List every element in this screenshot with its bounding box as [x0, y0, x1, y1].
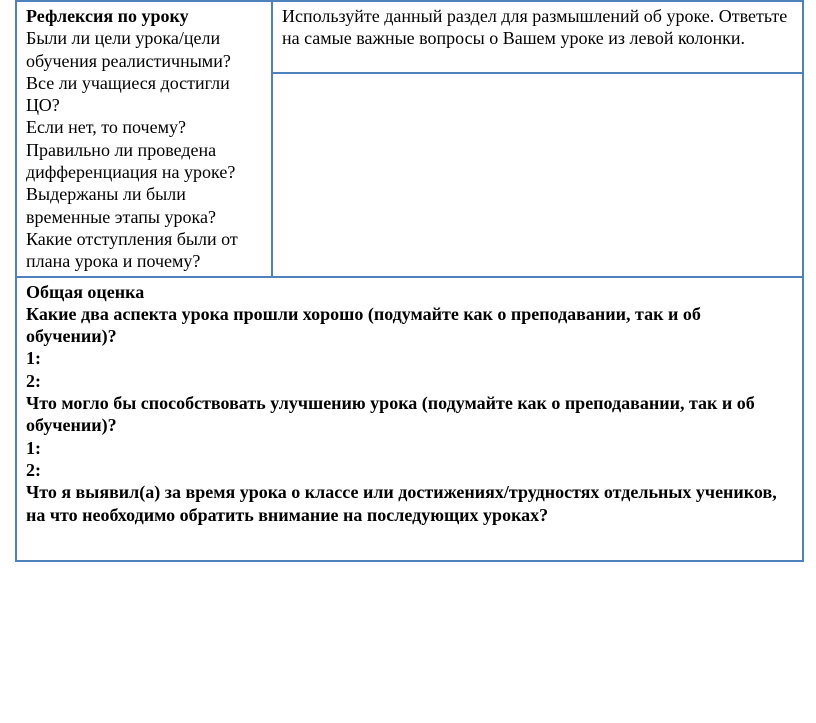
reflection-table — [15, 0, 804, 562]
reflection-instruction: Используйте данный раздел для размышлений об уроке. Ответьте на самые важные вопросы о Вашем уроке из левой колонки. — [281, 6, 792, 49]
overall-assessment-cell[interactable] — [16, 277, 803, 561]
overall-question-improve: Что могло бы способствовать улучшению урока (подумайте как о преподавании, так и об обучении)? — [26, 393, 760, 436]
question-plan-deviations: Какие отступления были от плана урока и почему? — [26, 228, 243, 272]
reflection-answer-cell[interactable] — [272, 73, 803, 277]
question-if-not-why: Если нет, то почему? — [26, 117, 186, 138]
overall-question-went-well: Какие два аспекта урока прошли хорошо (подумайте как о преподавании, так и об обучении)? — [26, 303, 706, 347]
question-goals-realistic: Были ли цели урока/цели обучения реалистичными? — [26, 28, 231, 71]
reflection-instruction-cell — [272, 1, 803, 73]
overall-improve-item-1: 1: — [26, 437, 41, 458]
overall-row — [16, 277, 803, 561]
overall-went-well-item-2: 2: — [26, 370, 41, 391]
overall-question-findings: Что я выявил(а) за время урока о классе или достижениях/трудностях отдельных учеников, на что необходимо обратить внимание на последующих уроках? — [26, 482, 782, 525]
reflection-heading: Рефлексия по уроку — [26, 6, 189, 26]
overall-improve-item-2: 2: — [26, 459, 41, 480]
question-students-achieved: Все ли учащиеся достигли ЦО? — [26, 72, 235, 116]
reflection-questions-cell — [16, 1, 272, 277]
reflection-row — [16, 1, 803, 73]
overall-went-well-item-1: 1: — [26, 348, 41, 369]
question-differentiation: Правильно ли проведена дифференциация на уроке? — [26, 139, 236, 183]
question-time-stages: Выдержаны ли были временные этапы урока? — [26, 184, 216, 227]
overall-heading: Общая оценка — [26, 281, 145, 302]
